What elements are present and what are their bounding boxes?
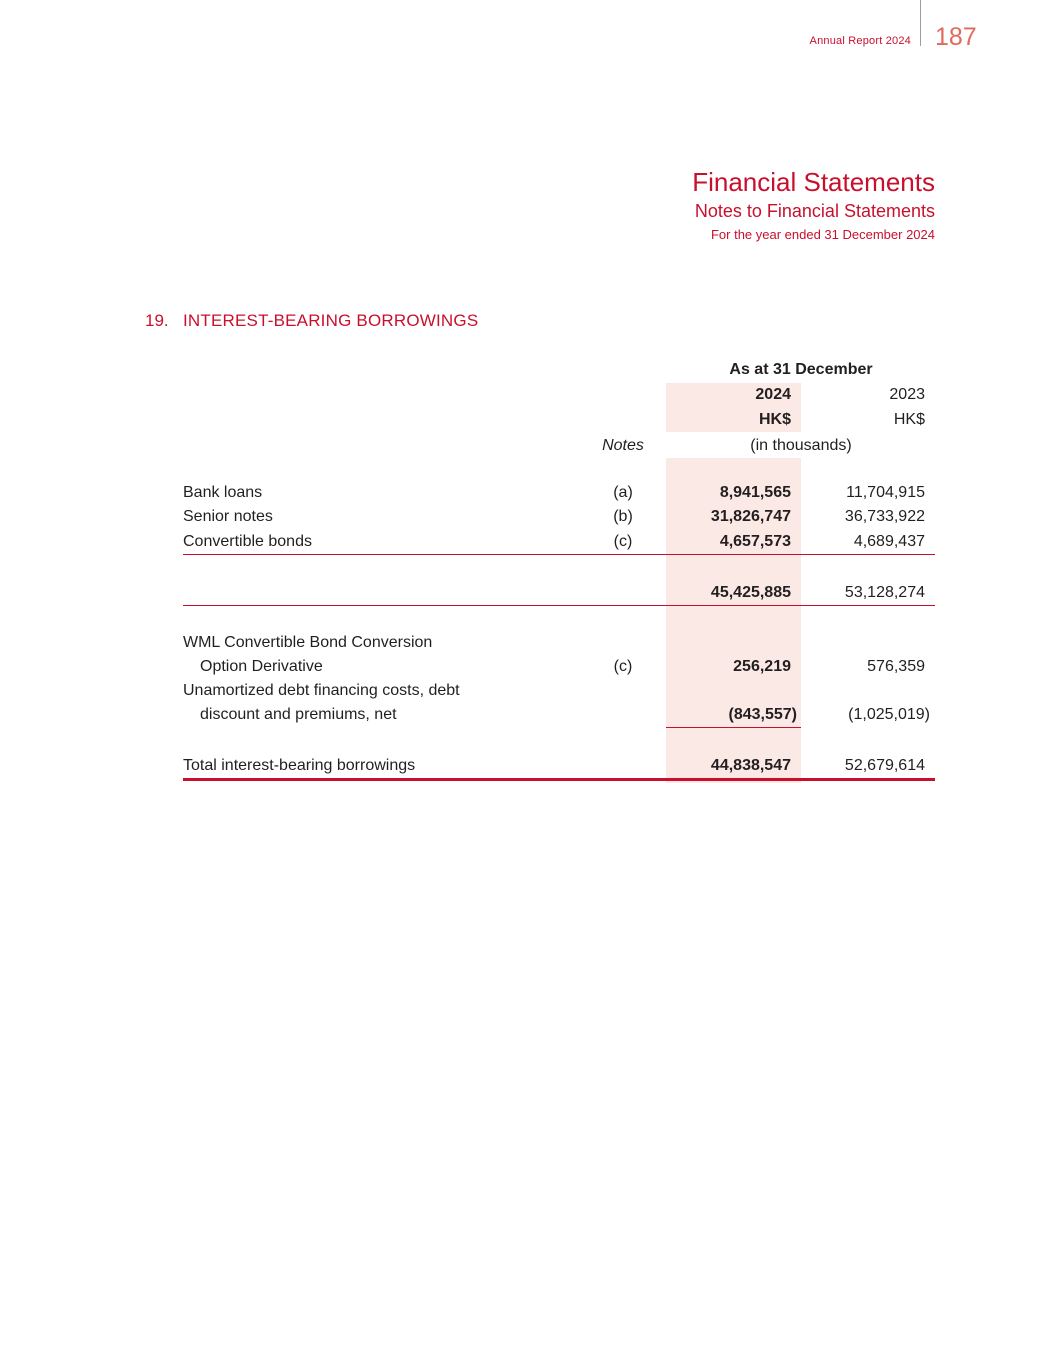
row-label-continued: Option Derivative: [200, 658, 323, 675]
row-label: Bank loans: [183, 484, 263, 501]
total-underline: [183, 778, 935, 781]
section-number: 19.: [145, 311, 169, 330]
row-label: Unamortized debt financing costs, debt: [183, 682, 460, 699]
value-2024: 8,941,565: [719, 484, 791, 501]
header-divider: [920, 0, 921, 46]
column-2024-underline: [666, 727, 801, 728]
value-2023: (1,025,019): [848, 706, 930, 723]
row-label: Convertible bonds: [183, 533, 312, 550]
row-note: (b): [613, 508, 633, 525]
subtotal-2023: 53,128,274: [844, 584, 925, 601]
page-number: 187: [935, 23, 977, 51]
period-caption: For the year ended 31 December 2024: [710, 227, 935, 242]
value-2024: (843,557): [728, 706, 797, 723]
row-divider: [183, 605, 935, 606]
page-title: Financial Statements: [692, 167, 935, 197]
header-year-2024: 2024: [755, 386, 791, 403]
row-divider: [183, 554, 935, 555]
total-2023: 52,679,614: [844, 757, 925, 774]
header-currency-2024: HK$: [758, 411, 791, 428]
page-subtitle: Notes to Financial Statements: [694, 201, 935, 221]
value-2023: 36,733,922: [844, 508, 925, 525]
total-label: Total interest-bearing borrowings: [183, 757, 416, 774]
row-label: Senior notes: [183, 508, 273, 525]
section-title: INTEREST-BEARING BORROWINGS: [183, 311, 479, 330]
value-2023: 576,359: [867, 658, 925, 675]
row-note: (a): [613, 484, 633, 501]
header-currency-2023: HK$: [893, 411, 925, 428]
value-2024: 4,657,573: [719, 533, 791, 550]
row-note: (c): [613, 533, 633, 550]
group-header: As at 31 December: [729, 361, 873, 378]
row-label: WML Convertible Bond Conversion: [183, 634, 433, 651]
value-2024: 31,826,747: [710, 508, 791, 525]
units-header: (in thousands): [750, 437, 852, 454]
total-2024: 44,838,547: [710, 757, 791, 774]
subtotal-2024: 45,425,885: [710, 584, 791, 601]
value-2024: 256,219: [733, 658, 791, 675]
row-label-continued: discount and premiums, net: [200, 706, 397, 723]
notes-header: Notes: [602, 437, 644, 454]
row-note: (c): [613, 658, 633, 675]
report-label: Annual Report 2024: [809, 35, 911, 47]
value-2023: 11,704,915: [846, 484, 925, 501]
header-year-2023: 2023: [889, 386, 925, 403]
value-2023: 4,689,437: [853, 533, 925, 550]
